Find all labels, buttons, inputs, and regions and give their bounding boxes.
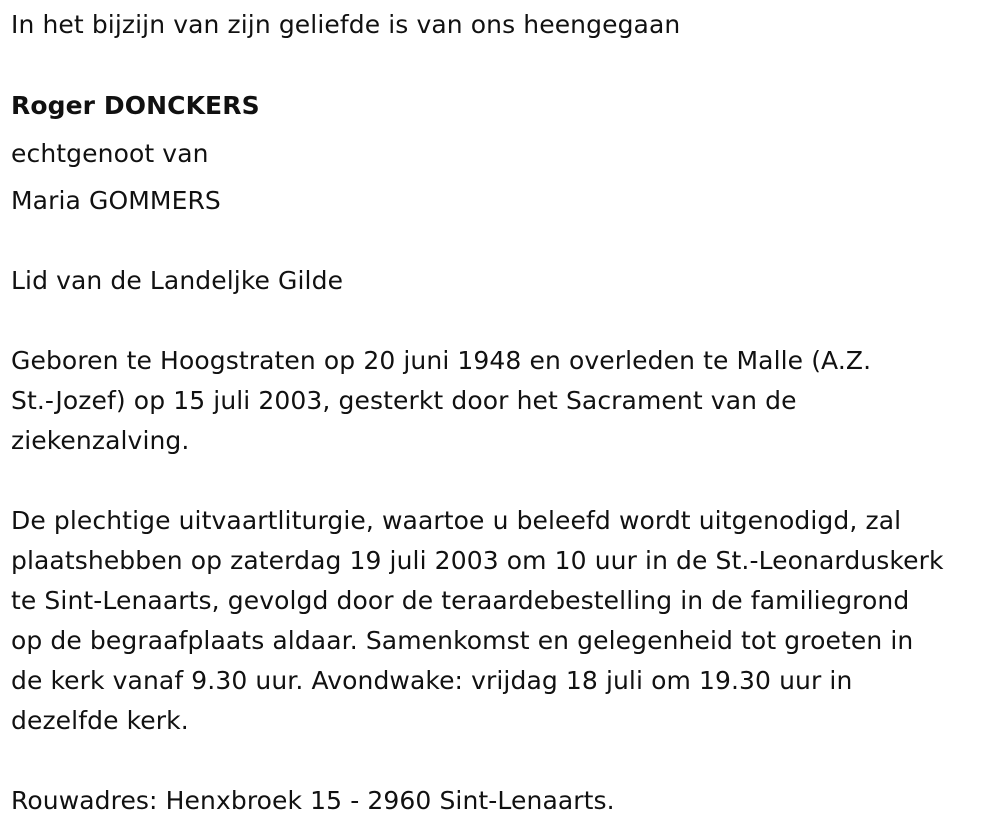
spouse-name: Maria GOMMERS: [11, 186, 221, 215]
intro-text: In het bijzijn van zijn geliefde is van ons heengegaan: [11, 10, 681, 39]
birth-death-line-1: Geboren te Hoogstraten op 20 juni 1948 en overleden te Malle (A.Z.: [11, 346, 872, 375]
funeral-line-4: op de begraafplaats aldaar. Samenkomst en gelegenheid tot groeten in: [11, 626, 914, 655]
funeral-line-3: te Sint-Lenaarts, gevolgd door de teraardebestelling in de familiegrond: [11, 586, 910, 615]
deceased-name: Roger DONCKERS: [11, 91, 260, 120]
birth-death-line-3: ziekenzalving.: [11, 426, 190, 455]
birth-death-line-2: St.-Jozef) op 15 juli 2003, gesterkt door het Sacrament van de: [11, 386, 797, 415]
funeral-line-6: dezelfde kerk.: [11, 706, 189, 735]
funeral-line-5: de kerk vanaf 9.30 uur. Avondwake: vrijdag 18 juli om 19.30 uur in: [11, 666, 853, 695]
membership-text: Lid van de Landeljke Gilde: [11, 266, 344, 295]
relation-text: echtgenoot van: [11, 139, 209, 168]
funeral-line-1: De plechtige uitvaartliturgie, waartoe u beleefd wordt uitgenodigd, zal: [11, 506, 902, 535]
funeral-line-2: plaatshebben op zaterdag 19 juli 2003 om 10 uur in de St.-Leonarduskerk: [11, 546, 944, 575]
address-text: Rouwadres: Henxbroek 15 - 2960 Sint-Lenaarts.: [11, 786, 615, 815]
